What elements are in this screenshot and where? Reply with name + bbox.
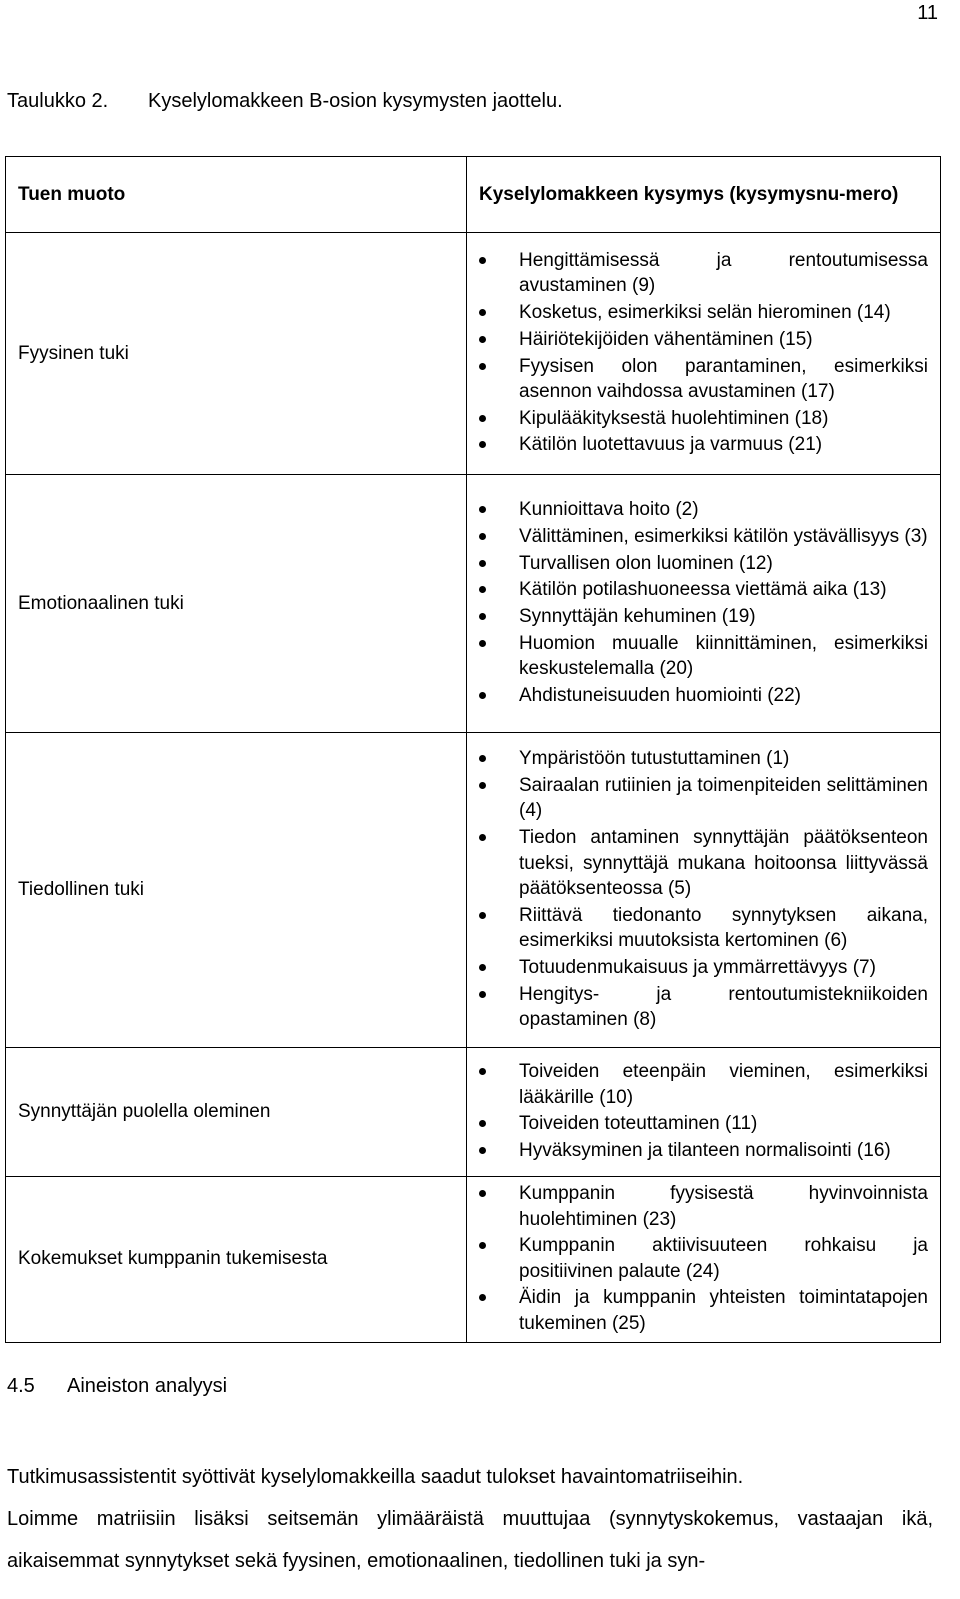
section-title: Aineiston analyysi	[67, 1375, 228, 1397]
list-item: Kunnioittava hoito (2)	[467, 497, 928, 523]
list-item: Hengittämisessä ja rentoutumisessa avustaminen (9)	[467, 248, 928, 299]
caption-label: Taulukko 2.	[7, 90, 109, 112]
list-item: Kätilön potilashuoneessa viettämä aika (13)	[467, 577, 928, 603]
category-cell: Synnyttäjän puolella oleminen	[6, 1048, 467, 1177]
table-row	[6, 1177, 941, 1343]
caption-title: Kyselylomakkeen B-osion kysymysten jaottelu.	[148, 90, 563, 112]
list-item: Ympäristöön tutustuttaminen (1)	[467, 746, 928, 772]
list-item: Fyysisen olon parantaminen, esimerkiksi asennon vaihdossa avustaminen (17)	[467, 354, 928, 405]
paragraph-1: Tutkimusassistentit syöttivät kyselylomakkeilla saadut tulokset havaintomatriiseihin.	[7, 1466, 744, 1488]
list-item: Hengitys- ja rentoutumistekniikoiden opastaminen (8)	[467, 982, 928, 1033]
header-question: Kyselylomakkeen kysymys (kysymysnu-mero)	[467, 157, 941, 233]
header-support-type: Tuen muoto	[6, 157, 467, 233]
list-item: Ahdistuneisuuden huomiointi (22)	[467, 683, 928, 709]
table-header-row	[6, 157, 941, 233]
list-item: Kumppanin aktiivisuuteen rohkaisu ja positiivinen palaute (24)	[467, 1233, 928, 1284]
list-item: Toiveiden eteenpäin vieminen, esimerkiksi lääkärille (10)	[467, 1059, 928, 1110]
list-item: Totuudenmukaisuus ja ymmärrettävyys (7)	[467, 955, 928, 981]
body-text	[7, 1456, 933, 1582]
table-caption	[7, 90, 563, 113]
list-item: Häiriötekijöiden vähentäminen (15)	[467, 327, 928, 353]
category-cell: Fyysinen tuki	[6, 233, 467, 475]
question-list	[467, 1177, 940, 1342]
list-item: Hyväksyminen ja tilanteen normalisointi (16)	[467, 1138, 928, 1164]
page-number: 11	[917, 2, 938, 24]
question-list	[467, 742, 940, 1038]
items-cell	[467, 1048, 941, 1177]
section-heading	[7, 1375, 227, 1398]
support-table	[5, 156, 941, 1343]
paragraph-2: Loimme matriisiin lisäksi seitsemän ylimääräistä muuttujaa (synnytyskokemus, vastaajan ikä, aikaisemmat synnytykset sekä fyysinen, emotionaalinen, tiedollinen tuki ja syn-	[7, 1508, 933, 1572]
list-item: Kipulääkityksestä huolehtiminen (18)	[467, 406, 928, 432]
table-row	[6, 475, 941, 733]
table-row	[6, 733, 941, 1048]
items-cell	[467, 733, 941, 1048]
list-item: Äidin ja kumppanin yhteisten toimintatapojen tukeminen (25)	[467, 1285, 928, 1336]
list-item: Sairaalan rutiinien ja toimenpiteiden selittäminen (4)	[467, 773, 928, 824]
table-row	[6, 233, 941, 475]
items-cell	[467, 1177, 941, 1343]
list-item: Riittävä tiedonanto synnytyksen aikana, esimerkiksi muutoksista kertominen (6)	[467, 903, 928, 954]
items-cell	[467, 233, 941, 475]
list-item: Kumppanin fyysisestä hyvinvoinnista huolehtiminen (23)	[467, 1181, 928, 1232]
category-cell: Emotionaalinen tuki	[6, 475, 467, 733]
list-item: Turvallisen olon luominen (12)	[467, 551, 928, 577]
question-list	[467, 244, 940, 463]
list-item: Toiveiden toteuttaminen (11)	[467, 1111, 928, 1137]
list-item: Huomion muualle kiinnittäminen, esimerkiksi keskustelemalla (20)	[467, 631, 928, 682]
list-item: Kosketus, esimerkiksi selän hierominen (14)	[467, 300, 928, 326]
category-cell: Tiedollinen tuki	[6, 733, 467, 1048]
list-item: Kätilön luotettavuus ja varmuus (21)	[467, 432, 928, 458]
list-item: Synnyttäjän kehuminen (19)	[467, 604, 928, 630]
list-item: Välittäminen, esimerkiksi kätilön ystävällisyys (3)	[467, 524, 928, 550]
category-cell: Kokemukset kumppanin tukemisesta	[6, 1177, 467, 1343]
question-list	[467, 493, 940, 713]
question-list	[467, 1055, 940, 1169]
list-item: Tiedon antaminen synnyttäjän päätöksenteon tueksi, synnyttäjä mukana hoitoonsa liittyvässä päätöksenteossa (5)	[467, 825, 928, 902]
table-row	[6, 1048, 941, 1177]
section-number: 4.5	[7, 1375, 35, 1397]
items-cell	[467, 475, 941, 733]
